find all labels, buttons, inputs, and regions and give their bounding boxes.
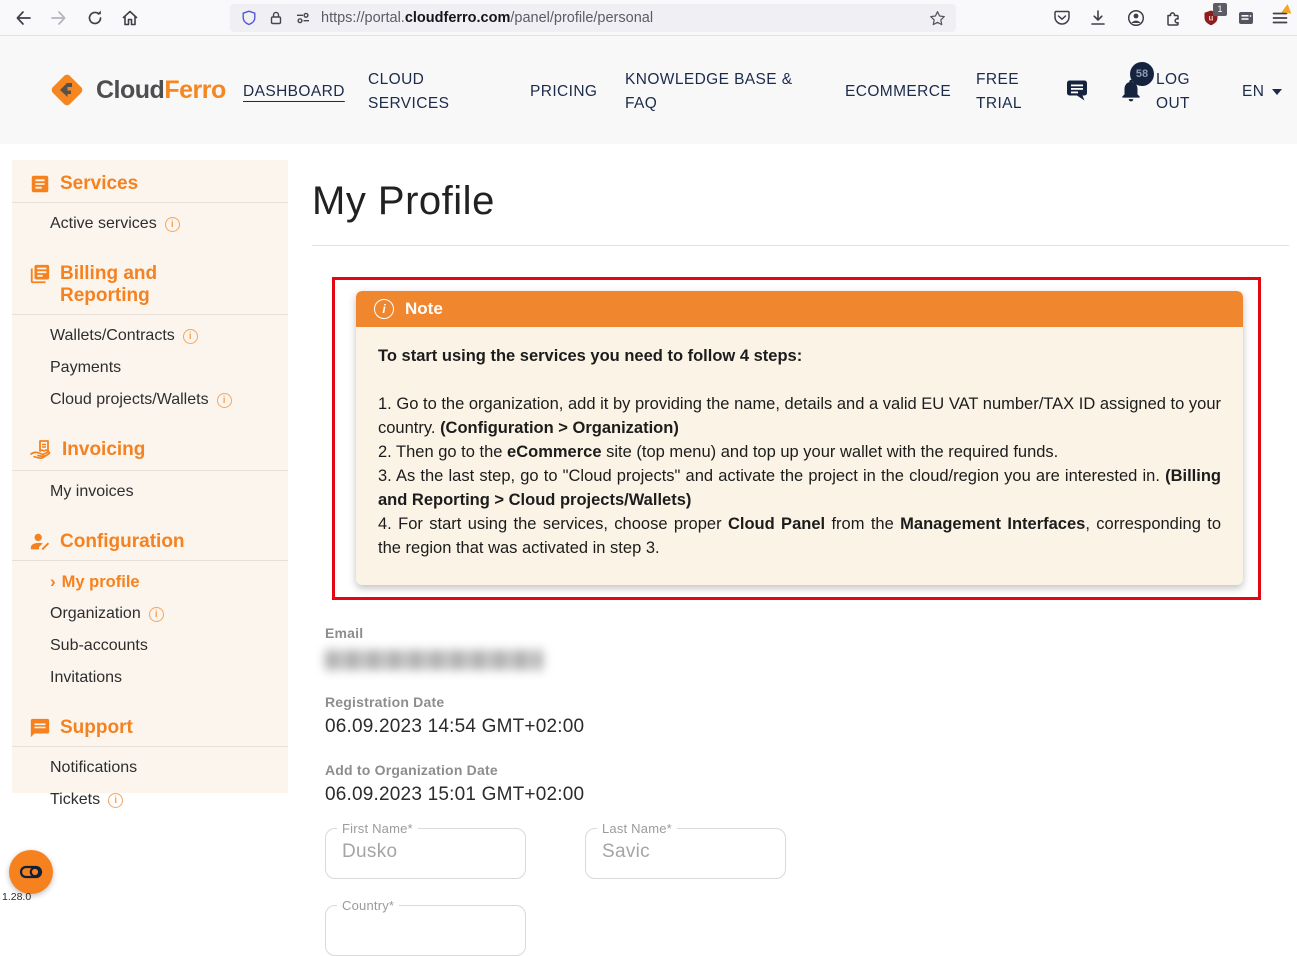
sidebar-item-sub-accounts[interactable]: Sub-accounts (50, 637, 148, 654)
sidebar-section-services: Services (12, 160, 288, 202)
note-step-4: 4. For start using the services, choose proper Cloud Panel from the Management Interfaces, corresponding to the region that was activated in step 3. (378, 515, 1221, 557)
downloads-icon[interactable] (1089, 9, 1107, 27)
notifications-badge: 58 (1130, 62, 1154, 86)
site-header (0, 36, 1297, 144)
update-alert-badge (1281, 3, 1292, 13)
logo-text: CloudFerro (96, 75, 226, 104)
info-icon[interactable]: i (217, 393, 232, 408)
divider (12, 746, 288, 747)
url-path: /panel/profile/personal (510, 10, 654, 26)
divider (12, 560, 288, 561)
nav-ecommerce[interactable]: ECOMMERCE (845, 83, 952, 100)
profile-fields (325, 625, 1289, 806)
extension-icon[interactable] (1164, 9, 1182, 27)
main-content (312, 160, 1289, 956)
divider (12, 314, 288, 315)
sidebar-item-payments[interactable]: Payments (50, 359, 122, 376)
org-date-value: 06.09.2023 15:01 GMT+02:00 (325, 784, 585, 805)
lock-icon[interactable] (268, 10, 284, 26)
nav-logout[interactable]: LOG OUT (1156, 71, 1190, 112)
pocket-icon[interactable] (1053, 9, 1071, 27)
note-header (356, 291, 1243, 327)
app-version: 1.28.0 (2, 891, 32, 903)
url-text[interactable] (321, 10, 929, 26)
first-name-field[interactable] (325, 821, 526, 879)
divider (312, 245, 1289, 246)
url-domain: cloudferro.com (404, 10, 511, 26)
forward-icon[interactable] (50, 9, 68, 27)
info-icon[interactable]: i (149, 607, 164, 622)
note-intro: To start using the services you need to follow 4 steps: (378, 347, 803, 365)
toggle-icon (18, 859, 44, 885)
sidebar-item-tickets[interactable]: Tickets i (12, 784, 288, 816)
first-name-value: Dusko (342, 841, 398, 862)
permissions-icon[interactable] (295, 10, 311, 26)
note-title: Note (405, 299, 443, 318)
chevron-down-icon (1272, 89, 1282, 95)
nav-free-trial[interactable]: FREE TRIAL (976, 71, 1022, 112)
name-form-row (325, 821, 1289, 879)
address-bar[interactable] (230, 4, 956, 32)
person-edit-icon (29, 531, 51, 553)
note-step-2: 2. Then go to the eCommerce site (top menu) and top up your wallet with the required funds. (378, 443, 1059, 461)
sidebar-section-invoicing: Invoicing (12, 426, 288, 470)
registration-date-value: 06.09.2023 14:54 GMT+02:00 (325, 716, 585, 737)
note-card (356, 291, 1243, 585)
org-date-label: Add to Organization Date (325, 762, 498, 778)
adblock-extension-icon[interactable] (1202, 4, 1223, 27)
sidebar-item-invitations[interactable]: Invitations (50, 669, 123, 686)
info-icon: i (374, 299, 394, 319)
first-name-label: First Name* (337, 821, 418, 836)
nav-knowledge-base[interactable]: KNOWLEDGE BASE & FAQ (625, 71, 793, 112)
cloudferro-logo-icon (46, 69, 88, 111)
tracking-shield-icon[interactable] (241, 10, 257, 26)
divider (12, 202, 288, 203)
highlight-red-box (332, 277, 1261, 600)
reload-icon[interactable] (86, 9, 104, 27)
sidebar-item-active-services[interactable]: Active services i (12, 208, 288, 240)
back-icon[interactable] (14, 9, 32, 27)
sidebar-item-my-profile[interactable]: › My profile (50, 572, 140, 591)
note-step-1: 1. Go to the organization, add it by providing the name, details and a valid EU VAT number/TAX ID assigned to your country. (Configuration > Organization) (378, 395, 1221, 437)
nav-pricing[interactable]: PRICING (530, 83, 598, 100)
chevron-right-icon: › (50, 572, 56, 591)
sidebar-toggle-icon[interactable] (1237, 9, 1255, 27)
menu-icon[interactable] (1271, 9, 1289, 27)
sidebar-item-organization[interactable]: Organization i (12, 598, 288, 630)
note-step-3: 3. As the last step, go to "Cloud projects" and activate the project in the cloud/region you are interested in. (Billing and Reporting > Cloud projects/Wallets) (378, 467, 1221, 509)
chat-icon[interactable] (1064, 77, 1090, 103)
registration-date-label: Registration Date (325, 694, 445, 710)
country-label: Country* (337, 898, 399, 913)
email-label: Email (325, 625, 364, 641)
extension-badge: 1 (1213, 3, 1227, 16)
accessibility-widget-button[interactable] (9, 850, 53, 894)
info-icon[interactable]: i (108, 793, 123, 808)
cloudferro-logo[interactable] (46, 69, 226, 111)
sidebar-item-cloud-projects[interactable]: Cloud projects/Wallets i (12, 384, 288, 416)
language-selector[interactable] (1242, 80, 1282, 104)
svg-text:u: u (1208, 13, 1214, 23)
note-body (356, 327, 1243, 585)
account-icon[interactable] (1127, 9, 1145, 27)
country-field[interactable] (325, 898, 526, 956)
sidebar (12, 160, 288, 808)
library-books-icon (29, 263, 51, 285)
sidebar-section-billing: Billing and Reporting (12, 250, 288, 314)
info-icon[interactable]: i (165, 217, 180, 232)
sidebar-section-support: Support (12, 704, 288, 746)
invoice-hand-icon (29, 439, 53, 463)
last-name-value: Savic (602, 841, 650, 862)
browser-toolbar (0, 0, 1297, 36)
email-value-redacted (325, 650, 543, 670)
nav-dashboard[interactable]: DASHBOARD (243, 83, 345, 100)
sidebar-item-my-invoices[interactable]: My invoices (50, 483, 134, 500)
bookmark-star-icon[interactable] (929, 10, 946, 27)
last-name-field[interactable] (585, 821, 786, 879)
sidebar-item-notifications[interactable]: Notifications (50, 759, 138, 776)
sidebar-item-wallets-contracts[interactable]: Wallets/Contracts i (12, 320, 288, 352)
page-title: My Profile (312, 179, 495, 223)
support-chat-icon (29, 717, 51, 739)
article-icon (29, 173, 51, 195)
home-icon[interactable] (121, 9, 139, 27)
nav-cloud-services[interactable]: CLOUD SERVICES (368, 71, 450, 112)
url-prefix: https://portal. (321, 10, 405, 26)
language-label: EN (1242, 83, 1265, 100)
divider (12, 470, 288, 471)
country-form-row (325, 898, 1289, 956)
info-icon[interactable]: i (183, 329, 198, 344)
sidebar-section-configuration: Configuration (12, 518, 288, 560)
last-name-label: Last Name* (597, 821, 677, 836)
